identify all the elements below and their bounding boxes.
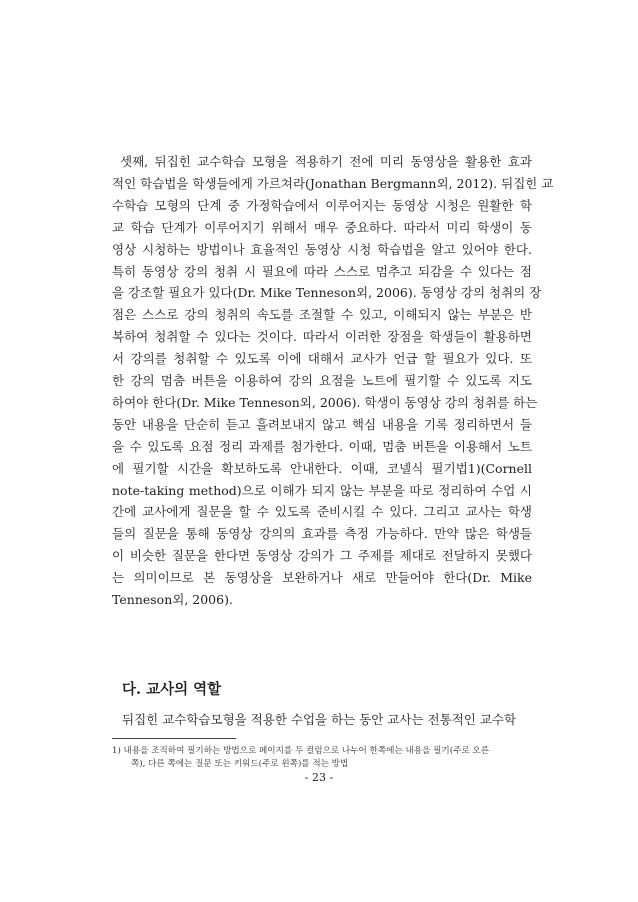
text-line: 특히 동영상 강의 청취 시 필요에 따라 스스로 멈추고 되감을 수 있다는 점 bbox=[112, 263, 532, 279]
text-line: 수학습 모형의 단계 중 가정학습에서 이루어지는 동영상 시청은 원활한 학 bbox=[112, 197, 532, 213]
text-line: 에 필기할 시간을 확보하도록 안내한다. 이때, 코넬식 필기법1)(Cornell bbox=[112, 460, 532, 476]
text-line: 적인 학습법을 학생들에게 가르쳐라(Jonathan Bergmann외, 2012). 뒤집힌 교 bbox=[112, 175, 554, 191]
text-line: 셋째, 뒤집힌 교수학습 모형을 적용하기 전에 미리 동영상을 활용한 효과 bbox=[120, 154, 532, 169]
text-line: 뒤집힌 교수학습모형을 적용한 수업을 하는 동안 교사는 전통적인 교수학 bbox=[122, 712, 517, 727]
text-line: 영상 시청하는 방법이나 효율적인 동영상 시청 학습법을 알고 있어야 한다. bbox=[112, 241, 532, 257]
section-heading: 다. 교사의 역할 bbox=[122, 681, 222, 698]
footnote-divider bbox=[112, 738, 236, 739]
text-line: 점은 스스로 강의 청취의 속도를 조절할 수 있고, 이해되지 않는 부분은 반 bbox=[112, 307, 532, 323]
text-line: 동안 내용을 단순히 듣고 흘려보내지 않고 핵심 내용을 기록 정리하면서 들 bbox=[112, 416, 532, 432]
text-line: 한 강의 멈춤 버튼을 이용하여 강의 요점을 노트에 필기할 수 있도록 지도 bbox=[112, 373, 532, 388]
text-line: 서 강의를 청취할 수 있도록 이에 대해서 교사가 언급 할 필요가 있다. 또 bbox=[112, 351, 532, 367]
text-line: 을 강조할 필요가 있다(Dr. Mike Tenneson외, 2006). 동영상 강의 청취의 장 bbox=[112, 285, 542, 301]
text-line: 는 의미이므로 본 동영상을 보완하거나 새로 만들어야 한다(Dr. Mike bbox=[112, 570, 532, 586]
text-line: 들의 질문을 통해 동영상 강의의 효과를 측정 가능하다. 만약 많은 학생들 bbox=[112, 526, 532, 542]
footnote-line: 쪽), 다른 쪽에는 질문 또는 키워드(주로 왼쪽)를 적는 방법 bbox=[131, 759, 349, 769]
text-line: 이 비슷한 질문을 한다면 동영상 강의가 그 주제를 제대로 전달하지 못했다 bbox=[112, 548, 532, 564]
footnote-line: 1) 내용을 조직하여 필기하는 방법으로 페이지를 두 컬럼으로 나누어 한쪽에는 내용을 필기(주로 오른 bbox=[112, 746, 490, 756]
text-line: 을 수 있도록 요점 정리 과제를 첨가한다. 이때, 멈춤 버튼을 이용해서 노트 bbox=[112, 438, 532, 454]
text-line: 복하여 청취할 수 있다는 것이다. 따라서 이러한 장점을 학생들이 활용하면 bbox=[112, 329, 532, 345]
text-line: 간에 교사에게 질문을 할 수 있도록 준비시킬 수 있다. 그리고 교사는 학생 bbox=[112, 504, 532, 520]
text-line: 하여야 한다(Dr. Mike Tenneson외, 2006). 학생이 동영상 강의 청취를 하는 bbox=[112, 394, 538, 410]
page-number: - 23 - bbox=[304, 771, 334, 784]
text-line: note-taking method)으로 이해가 되지 않는 부분을 따로 정리하여 수업 시 bbox=[112, 482, 532, 498]
text-line: Tenneson외, 2006). bbox=[112, 592, 233, 607]
text-line: 교 학습 단계가 이루어지기 위해서 매우 중요하다. 따라서 미리 학생이 동 bbox=[112, 219, 532, 235]
